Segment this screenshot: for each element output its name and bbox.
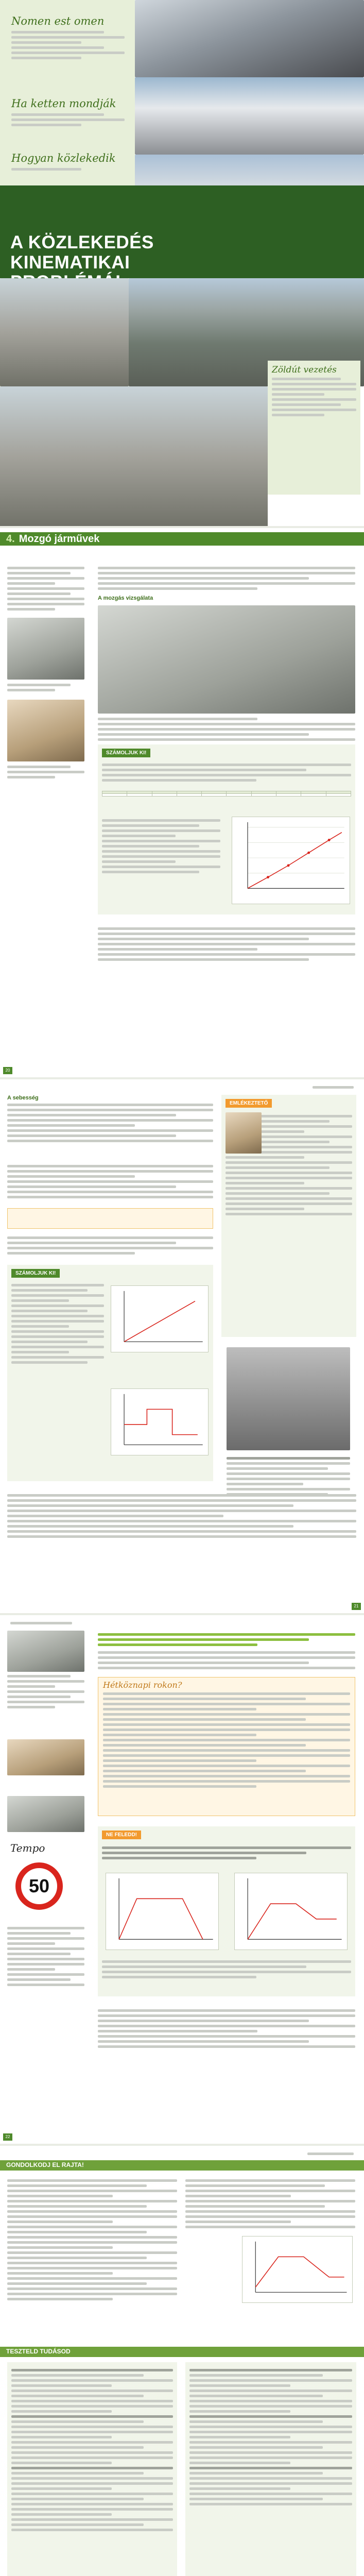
speed-limit-sign: 50 bbox=[15, 1862, 63, 1910]
distance-time-graph bbox=[232, 817, 350, 904]
body-text bbox=[98, 925, 355, 963]
quote-block bbox=[11, 15, 125, 62]
metronome-photo bbox=[226, 1112, 262, 1154]
margin-photo bbox=[7, 1739, 84, 1775]
tempo-label: Tempo bbox=[10, 1842, 45, 1854]
exercise-text bbox=[11, 1281, 104, 1366]
main-column bbox=[7, 1095, 213, 1201]
test-title: TESZTELD TUDÁSOD bbox=[6, 2348, 71, 2355]
exercise-list-left bbox=[7, 2177, 177, 2303]
quote-title: Hogyan közlekedik bbox=[11, 152, 116, 164]
quote-block bbox=[11, 152, 125, 173]
formula-box bbox=[7, 1208, 213, 1229]
data-table bbox=[102, 791, 351, 796]
sign-caption bbox=[7, 1924, 84, 1989]
exercise-list-right bbox=[185, 2177, 355, 2231]
exercise-box-label: SZÁMOLJUK KI! bbox=[102, 749, 150, 757]
road-photo bbox=[0, 386, 268, 528]
section-title-text: Mozgó járművek bbox=[19, 533, 100, 545]
section-number: 4. bbox=[6, 533, 15, 545]
running-head bbox=[10, 1619, 72, 1627]
page-section-3 bbox=[0, 1615, 364, 2146]
running-head bbox=[307, 2150, 354, 2158]
reminder-label: EMLÉKEZTETŐ bbox=[226, 1099, 272, 1108]
margin-column bbox=[7, 564, 84, 781]
margin-photo bbox=[7, 1796, 84, 1832]
main-column bbox=[98, 1631, 355, 1672]
relative-text bbox=[103, 1680, 350, 1790]
margin-photo bbox=[7, 1631, 84, 1672]
body-text bbox=[7, 1234, 213, 1257]
margin-photo bbox=[7, 618, 84, 680]
reminder-text bbox=[226, 1112, 352, 1218]
note-label: NE FELEDD! bbox=[102, 1831, 141, 1839]
page-cover bbox=[0, 0, 364, 528]
scientist-portrait bbox=[227, 1347, 350, 1450]
car-motion-photo bbox=[98, 605, 355, 714]
margin-column bbox=[7, 1631, 84, 1832]
body-text bbox=[98, 2007, 355, 2050]
quote-title: Nomen est omen bbox=[11, 15, 105, 27]
page-number: 21 bbox=[352, 1603, 361, 1610]
page-section-2 bbox=[0, 1079, 364, 1615]
page-number: 20 bbox=[3, 1067, 12, 1074]
page-section-4 bbox=[0, 2146, 364, 2576]
subhead: A mozgás vizsgálata bbox=[98, 595, 153, 601]
test-questions-left bbox=[11, 2366, 173, 2534]
velocity-graph bbox=[111, 1285, 209, 1352]
exercise-text bbox=[102, 761, 351, 784]
side-note bbox=[268, 361, 360, 495]
exercise-box-label: SZÁMOLJUK KI! bbox=[11, 1269, 60, 1278]
subhead: A sebesség bbox=[7, 1095, 39, 1101]
panel-title: Hétköznapi rokon? bbox=[103, 1680, 182, 1690]
velocity-graph bbox=[111, 1388, 209, 1455]
page-section-1 bbox=[0, 528, 364, 1079]
exercise-graph bbox=[242, 2236, 353, 2303]
car-photo bbox=[135, 77, 364, 155]
motorcycle-photo bbox=[135, 0, 364, 77]
velocity-graph bbox=[106, 1873, 219, 1950]
running-head bbox=[313, 1083, 354, 1091]
velocity-graph bbox=[234, 1873, 348, 1950]
quote-title: Ha ketten mondják bbox=[11, 97, 116, 110]
test-questions-right bbox=[189, 2366, 352, 2508]
side-note-title: Zöldút vezetés bbox=[272, 365, 337, 375]
chapter-title: A KÖZLEKEDÉS KINEMATIKAI bbox=[10, 232, 154, 273]
margin-photo bbox=[7, 700, 84, 761]
quote-block bbox=[11, 98, 125, 129]
page-number: 22 bbox=[3, 2133, 12, 2141]
exercise-steps bbox=[102, 817, 220, 876]
section-title bbox=[6, 533, 99, 545]
body-text bbox=[7, 1492, 356, 1540]
note-text bbox=[102, 1844, 351, 1862]
main-column bbox=[98, 564, 355, 743]
exercise-title: GONDOLKODJ EL RAJTA! bbox=[6, 2161, 84, 2168]
note-text bbox=[102, 1958, 351, 1981]
tram-photo bbox=[0, 278, 129, 386]
